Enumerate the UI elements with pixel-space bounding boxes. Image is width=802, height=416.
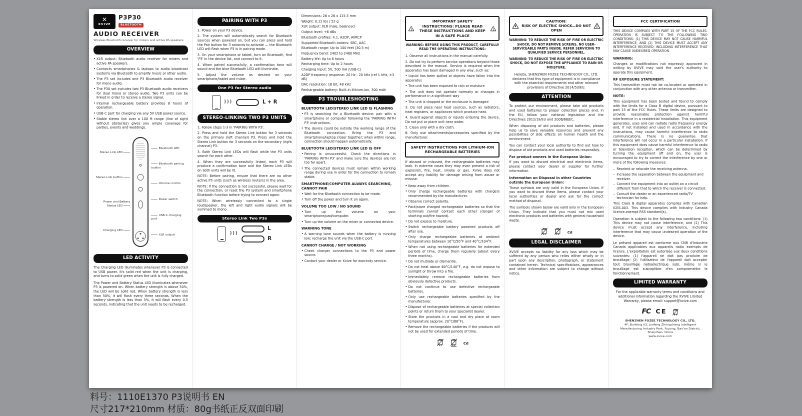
battery-safety-rule: • Observe correct polarity.	[405, 199, 499, 203]
pairing-step: 3. On your smartphone or tablet, turn on Bluetooth, find 'P3' in the device list, and connect to it.	[197, 52, 292, 62]
important-safety-header	[405, 16, 499, 41]
spec-line: Bluetooth range: Up to 100 feet (30.5 m)	[301, 46, 370, 51]
battery-safety-rule: • Store the products in a cool and dry place at room temperature (approx. 20°C/68°F).	[405, 315, 499, 324]
stereo-step: 3. Both Stereo Link LEDs will flash while the P3 units search for each other.	[197, 149, 292, 159]
battery-safety-rule: • Immediately remove rechargeable batteries from obviously defective products.	[405, 275, 499, 284]
spec-line: Bluetooth profiles: 4.1, A2DP, AVRCP	[301, 35, 362, 40]
safety-instruction: 2. Do not try to perform service operations beyond those described in the manual. Service is required when the apparatus has been damaged in any way, such as:	[405, 59, 500, 73]
device-callout: Power switch	[151, 198, 188, 202]
spec-line: Supported Bluetooth codecs: SBC, AAC	[301, 40, 366, 45]
troubleshooting-tips	[301, 192, 395, 202]
overview-bullet: • The P30 set includes two P3 Bluetooth audio receivers for dual mono or stereo audio. Two P3 units can be linked in order to receive a stereo signal.	[94, 87, 188, 100]
company-address: 4F, Building A2, Junfeng Zhongcheng Intelligent Manufacturing Industry Park, Fuyong, Bao'an District, Shenzhen, China	[620, 322, 701, 335]
spec-line: Battery life: Up to 8 hours	[301, 56, 345, 61]
device-diagram	[94, 134, 188, 250]
battery-safety-rule: • Do not expose to moisture.	[405, 219, 499, 223]
pairing-step: 2. The system will automatically search for Bluetooth sources when powered on, but you can press and hold the Pair button for 3 seconds to activate — the Bluetooth LED will flash when P3 is in pairing mode.	[197, 34, 292, 52]
weee-bin-icon	[436, 337, 444, 346]
battery-safety-rule: • Only use rechargeable batteries specified by the manufacturer.	[405, 295, 499, 304]
troubleshooting-tips	[301, 152, 395, 179]
troubleshooting-tip: • Pairing is unsuccessful. Check the directions in 'PAIRING WITH P3' and make sure the devices are not too far apart.	[301, 152, 395, 165]
panel-specs-troubleshooting	[297, 9, 401, 388]
battery-safety-rule: • Do not heat above 60°C/140°F, e.g. do not expose to sunlight or throw into a fire.	[405, 265, 499, 274]
p3-unit-icon-right	[242, 235, 265, 242]
fcc-warning-text: Changes or modifications not expressly approved in writing by XVIVE may void the user's authority to operate this equipment.	[613, 61, 708, 75]
attention-paragraph: When disposing of old products and batteries, please help us to save valuable resources and prevent any possibilities of side effects on human health and the environment.	[509, 123, 604, 141]
svg-text:!: !	[492, 27, 495, 32]
fcc-part15-statement: THIS DEVICE COMPLIES WITH PART 15 OF THE FCC RULES. OPERATION IS SUBJECT TO THE FOLLOWING TWO CONDITIONS: (1) THIS DEVICE MAY NOT CAUSE HARMFUL INTERFERENCE, AND (2) THIS DEVICE MUST ACCEPT ANY INTERFERENCE RECEIVED, INCLUDING INTERFERENCE THAT MAY CAUSE UNDESIRED OPERATION.	[613, 29, 708, 54]
troubleshooting-tip: • Turn off the power and turn it on again.	[301, 197, 395, 201]
warning-triangle-icon	[594, 23, 601, 30]
pairing-step: 4. When paired successfully, a confirmation tone will sound and the blue Bluetooth LED will illuminate.	[197, 62, 292, 72]
overview-bullet-list	[94, 57, 188, 130]
overview-bullet: • USB-C port for charging via any 5V USB power source.	[94, 111, 188, 115]
manual-sheet	[89, 9, 712, 388]
eu-disposal-heading: For product owners in the European Union:	[509, 154, 592, 159]
battery-safety-rule: • Do not continue to use defective rechargeable batteries.	[405, 285, 499, 294]
safety-instruction: • The unit has been exposed to rain or moisture	[405, 84, 485, 89]
p3-unit-icon	[236, 99, 259, 106]
battery-bin-icon	[450, 337, 458, 346]
stereo-step: 4. When they are successfully linked, each P3 will produce a confirmation tone and the Stereo Link LEDs on both units will be lit.	[197, 159, 292, 173]
smartphone-icon	[212, 95, 221, 110]
troubleshooting-tip: • Turn up the volume on the mixer or connected device.	[301, 220, 395, 224]
battery-safety-title: SAFETY INSTRUCTIONS FOR LITHIUM-ION RECHARGEABLE BATTERIES	[410, 144, 495, 155]
spec-line: A2DP frequency response: 20 Hz - 20 kHz (ref 1 kHz, ±3 dB)	[301, 72, 395, 82]
ic-statement-1: This Class B digital apparatus complies with Canadian ICES-003. This device complies with Industry Canada licence-exempt RSS standard(s).	[613, 201, 708, 215]
troubleshooting-heading: BLUETOOTH LED/STEREO LINK LED IS OFF	[301, 146, 382, 151]
safety-warning-line: WARNING: BEFORE USING THIS PRODUCT, CAREFULLY READ THE OPERATING INSTRUCTIONS:	[405, 43, 500, 52]
troubleshooting-tips	[301, 210, 395, 224]
device-callout: Volume control	[151, 182, 188, 186]
led-activity-text	[94, 266, 188, 307]
safety-instruction: • The unit does not operate normally or changes in performance in a significant way	[405, 89, 500, 99]
spec-list	[301, 14, 395, 92]
device-callouts-left	[94, 141, 131, 244]
safety-instruction: 4. Guard against objects or liquids entering the device. Do not put or place unit near water.	[405, 115, 500, 124]
caution-title: CAUTION:	[546, 19, 567, 24]
battery-safety-rule: • Pack/store charged rechargeable batteries so that the terminals cannot contact each other (danger of shorting out/fire hazard).	[405, 205, 499, 218]
caution-subtitle: RISK OF ELECTRIC SHOCK—DO NOT OPEN	[521, 24, 592, 33]
overview-bullet: • Stable stereo link over a 100 ft range (line of sight without obstacles) gives you ample coverage for parties, events and weddings.	[94, 117, 188, 130]
fcc-note-text: This equipment has been tested and found to comply with the limits for a Class B digital device, pursuant to part 15 of the FCC Rules. These limits are designed to provide reasonable protection against harmful interference in a residential installation. This equipment generates, uses and can radiate radio frequency energy and, if not installed and used in accordance with the instructions, may cause harmful interference to radio communications. There is no guarantee that interference will not occur in a particular installation. If this equipment does cause harmful interference to radio or television reception, which can be determined by turning the equipment off and on, the user is encouraged to try to correct the interference by one or more of the following measures:	[613, 99, 708, 165]
troubleshooting-tip: • Check charger connections to the P3 and power source.	[301, 249, 395, 258]
warning-triangle-icon	[408, 25, 415, 32]
important-safety-title: IMPORTANT SAFETY INSTRUCTIONS: PLEASE READ THESE INSTRUCTIONS AND KEEP IN A SAFE PLACE	[419, 19, 486, 38]
troubleshooting-tips	[301, 232, 395, 241]
safety-instruction: • Liquid has been spilled or objects have fallen into the apparatus	[405, 74, 500, 83]
rf-exposure-heading: RF EXPOSURE STATEMENT:	[613, 77, 665, 82]
panel-fcc	[609, 9, 712, 388]
bluetooth-wave-icon	[224, 100, 232, 106]
attention-paragraph: You can contact your local authority to find out how to dispose of old products and used batteries responsibly.	[509, 143, 604, 152]
safety-instruction-list	[405, 54, 499, 140]
bluetooth-led-dot	[139, 164, 142, 167]
right-channel-label: R	[267, 236, 272, 242]
troubleshooting-tip: • The device could be outside the working range of the Bluetooth connection. Bring the P3 and smartphone/laptop closer together; when within range, connection should happen automatically.	[301, 127, 395, 144]
troubleshooting-tip: • Turn up the volume on your smartphone/pad/computer.	[301, 210, 395, 219]
spec-line: Rechargeable battery: Built-in lithium-ion, 300 mAh	[301, 87, 387, 92]
weee-bin-icon	[672, 307, 679, 316]
pairing-button-icon	[137, 174, 144, 181]
troubleshooting-heading: BLUETOOTH LED/STEREO LINK LED IS FLASHING	[301, 106, 393, 111]
fcc-remedy: – Reorient or relocate the receiving antenna.	[613, 167, 707, 171]
battery-safety-rule: • When not using rechargeable batteries for extended periods of time, charge them regularly (about every three months).	[405, 245, 499, 258]
device-callouts-right	[151, 141, 188, 244]
overview-bullet: • Connects smartphones & laptops to audio broadcast systems via Bluetooth to amplify music or other audio.	[94, 67, 188, 76]
pairing-step: 1. Power on your P3 device.	[197, 28, 244, 33]
attention-paragraphs	[509, 104, 603, 152]
panel-overview	[89, 9, 193, 388]
fcc-header	[613, 16, 707, 27]
spec-line: XLR output: XLR male, balanced	[301, 24, 355, 29]
recycling-icons	[405, 337, 499, 346]
device-callout: Stereo Link button	[94, 176, 131, 180]
battery-safety-rule: • Keep away from children.	[405, 184, 499, 188]
troubleshooting-tips	[301, 112, 395, 144]
troubleshooting-heading: SMARTPHONE/COMPUTER ALWAYS SEARCHING, CANNOT PAIR	[301, 181, 392, 191]
smartphone-icon	[218, 226, 227, 241]
section-header-pairing: PAIRING WITH P3	[197, 17, 291, 26]
battery-safety-list	[405, 184, 499, 334]
device-callout: Charging LED	[94, 229, 131, 233]
overview-bullet: • Internal rechargeable battery provides 8 hours of operation.	[94, 101, 188, 110]
section-header-led-activity: LED ACTIVITY	[94, 254, 188, 263]
fcc-title: FCC CERTIFICATION	[640, 19, 680, 24]
safety-instruction: 6. Only use attachments/accessories specified by the manufacturer.	[405, 131, 500, 140]
safety-instruction: 1. Observe all instructions in the manual carefully.	[405, 54, 489, 59]
bluetooth-badge: BLUETOOTH	[120, 23, 142, 27]
spec-line: Weight: 0.12 lbs / 52 g	[301, 19, 339, 24]
product-name: AUDIO RECEIVER	[93, 30, 160, 38]
svg-text:!: !	[596, 24, 598, 29]
fcc-remedy: – Increase the separation between the equipment and receiver.	[613, 172, 707, 181]
pairing-steps	[197, 28, 291, 81]
brand-model-block	[119, 14, 144, 28]
fcc-remedy: – Consult the dealer or an experienced radio/TV technician for help.	[613, 192, 707, 201]
attention-paragraph: To protect our environment, please take old products and used batteries to proper collection places and, in the EU, follow your national legislation and the Directives 2012/19/EU and 2006/66/EC.	[509, 104, 604, 122]
section-header-one-p3: One P3 for Stereo audio	[197, 84, 291, 92]
device-callout: Bluetooth pairing button	[151, 163, 188, 171]
fcc-note-heading: NOTE:	[613, 94, 625, 99]
troubleshooting-tip: • Contact your dealer or Xvive for warranty service.	[301, 259, 395, 263]
warranty-text: For the applicable warranty terms and conditions and additional information regarding the XVIVE Limited Warranty, please email: support@xvive.com	[616, 290, 705, 303]
device-callout: Bluetooth LED	[151, 147, 188, 151]
section-header-attention: ATTENTION	[509, 93, 603, 102]
symbols-note: The symbols shown below are valid only in the European Union. They indicate that you must not mix used electronic products and batteries with general household waste.	[509, 205, 604, 223]
fcc-warning-heading: WARNING:	[613, 56, 634, 61]
section-header-warranty: LIMITED WARRANTY	[613, 279, 707, 288]
legal-disclaimer-text: XVIVE accepts no liability for any loss which may be suffered by any person who relies either wholly or in part upon any description, photograph, or statement contained herein. Technical specifications, appearances and other information are subject to change without notice.	[509, 249, 604, 276]
company-block	[613, 319, 707, 339]
grille-texture	[136, 142, 145, 160]
spec-line: Output level: +6 dBu	[301, 30, 337, 35]
overview-bullet: • XLR output: Bluetooth audio receiver for mixers and active PA speakers.	[94, 57, 188, 66]
stereo-units-stack	[242, 225, 272, 242]
fcc-remedy: – Connect the equipment into an outlet on a circuit different from that to which the receiver is connected.	[613, 182, 707, 191]
safety-instruction: • The unit is dropped or the enclosure is damaged	[405, 99, 489, 104]
spec-line: Recharging time: Up to 2 hours	[301, 62, 353, 67]
device-callout: USB-C charging port	[151, 214, 188, 222]
product-tagline: Wireless Bluetooth receiver for mixers and active PA speakers	[93, 38, 184, 42]
battery-safety-rule: • Remove the rechargeable batteries if the products will not be used for extended periods of time.	[405, 325, 499, 334]
note-paragraph: NOTE: When wirelessly connected to a single loudspeaker, the left and right audio signals will be summed to mono.	[197, 198, 292, 212]
eu-declaration: Hereby, SHENZHEN FOZEE TECHNOLOGY CO., LTD. declares that this type of equipment is in compliance with the essential requirements and other relevant provisions of Directive 2014/53/EU.	[512, 72, 601, 90]
stereo-two-figure	[197, 225, 291, 242]
company-name: SHENZHEN FOZEE TECHNOLOGY CO., LTD.	[625, 318, 696, 323]
p3-device-illustration	[133, 137, 149, 247]
spec-line: Dimensions: 26 x 26 x 115.5 mm	[301, 14, 357, 18]
troubleshooting-heading: CANNOT CHARGE / NOT WORKING	[301, 243, 366, 248]
caution-title-block	[521, 19, 591, 33]
weee-bin-icon	[540, 226, 548, 235]
safety-instruction: 3. Do not place near heat sources, such as radiators, heat registers, or appliances which produce heat.	[405, 105, 500, 114]
panel-pairing	[193, 9, 297, 388]
safety-instruction: 5. Clean only with a dry cloth.	[405, 125, 455, 130]
troubleshooting-heading: WARNING TONE	[301, 226, 332, 231]
stereo-step: 2. Press and hold the Stereo Link button for 3 seconds on the primary (left channel) P3. Press and hold the Stereo Link button for 3 seconds on the secondary (right channel) P3.	[197, 131, 292, 149]
troubleshooting-tip: • The connected devices must remain within working range during use in order for the connection to remain stable.	[301, 166, 395, 179]
stereo-linking-notes	[197, 174, 291, 212]
device-callout: Stereo Link LED	[94, 151, 131, 155]
note-paragraph: NOTE: If the connection is not successful, please wait for the connection, or reset the P3 system and smartphone Bluetooth function before trying to connect again.	[197, 184, 292, 198]
led-activity-paragraph: The Power and Battery Status LED illuminates whenever P3 is powered on. When battery strength is above 50%, the LED will be solid red. When battery strength is less than 50%, it will flash every three seconds. When the battery strength is less than 5%, it will flash every 0.5 seconds, indicating that the unit needs to be recharged.	[93, 280, 188, 307]
battery-safety-intro: If abused or misused, the rechargeable batteries may leak. In extreme cases they may even present a risk of explosion, fire, heat, smoke or gas. Xvive does not accept any liability for damage arising from abuse or misuse.	[405, 159, 500, 182]
battery-bin-icon	[554, 226, 562, 235]
certification-marks	[613, 307, 707, 316]
svg-text:!: !	[410, 27, 413, 32]
lr-label: L + R	[262, 99, 278, 106]
power-switch-icon	[139, 201, 143, 209]
one-p3-figure	[197, 95, 291, 110]
battery-safety-rule: • Switch rechargeable battery powered products off after use.	[405, 225, 499, 234]
ic-statement-2: Operation is subject to the following two conditions: (1) This device may not cause interference, and (2) This device must accept any interference, including interference that may cause undesired operation of the device.	[613, 216, 708, 239]
troubleshooting-tips	[301, 249, 395, 263]
xvive-logo	[94, 14, 116, 29]
stereo-linking-steps	[197, 125, 291, 172]
caution-warning-2: WARNING: TO REDUCE THE RISK OF FIRE OR ELECTRIC SHOCK, DO NOT EXPOSE THE APPLIANCE TO RAIN OR MOISTURE.	[509, 57, 604, 70]
brand-block	[94, 14, 188, 29]
panel-safety	[401, 9, 505, 388]
caution-warning-1: WARNING: TO REDUCE THE RISK OF FIRE OR ELECTRIC SHOCK, DO NOT REMOVE SCREWS. NO USER-SERVICEABLE PARTS INSIDE. REFER SERVICING TO QUALIFIED SERVICE PERSONNEL.	[509, 38, 604, 55]
non-eu-disposal-text: These symbols are only valid in the European Union. If you want to discard these items, please contact your local authorities or dealer and ask for the correct method of disposal.	[509, 185, 604, 203]
cadmium-label: Cd	[463, 341, 469, 346]
p3-unit-icon-left	[242, 225, 265, 232]
battery-safety-rule: • Do not mutilate or dismantle.	[405, 259, 499, 263]
battery-safety-rule: • Dispose of rechargeable batteries at special collection points or return them to your specialist dealer.	[405, 305, 499, 314]
section-header-overview: OVERVIEW	[94, 46, 188, 55]
device-callout: XLR output	[151, 233, 188, 237]
logo-text: XVIVE	[98, 22, 111, 27]
eu-disposal-text: If you want to discard electrical and electronic items, please contact your dealer or supplier for further information.	[509, 160, 604, 173]
pairing-step: 5. Adjust the volume as desired on your smartphone/tablet and mixer.	[197, 72, 292, 82]
fcc-remedy-list	[613, 167, 707, 200]
company-website: www.xvive.com	[648, 334, 672, 339]
stereo-step: 1. Follow steps 1-3 in 'PAIRING WITH P3'.	[197, 125, 265, 130]
troubleshooting-heading: VOLUME TOO LOW / NO SOUND	[301, 204, 361, 209]
battery-safety-rule: • Only charge rechargeable batteries at ambient temperatures between 10°C/50°F and 40°C/104°F.	[405, 235, 499, 244]
caution-header	[509, 16, 603, 36]
rf-exposure-text: This transmitter must not be co-located or operated in conjunction with any other antenna or transmitter.	[613, 82, 708, 92]
note-paragraph: NOTE: Before pairing, ensure that there are no other active P3 units (such as wireless routers) in the area.	[197, 174, 292, 183]
print-spec-line-1: 料号：1110E1370 P3说明书 EN	[90, 393, 225, 403]
spec-line: Charging input: 5V, 500 mA (USB-C)	[301, 67, 362, 72]
battery-safety-rule: • Only charge rechargeable batteries with chargers recommended by the manufacturer.	[405, 189, 499, 198]
ic-statement-french: Le présent appareil est conforme aux CNR d'Industrie Canada applicables aux appareils radio exempts de licence. L'exploitation est autorisée aux deux conditions suivantes: (1) l'appareil ne doit pas produire de brouillage; (2) l'utilisateur de l'appareil doit accepter tout brouillage radioélectrique subi, même si le brouillage est susceptible d'en compromettre le fonctionnement.	[613, 240, 708, 276]
electric-shock-triangle-icon	[512, 23, 519, 30]
ce-mark-icon: CE	[655, 307, 667, 316]
section-header-stereo-two: Stereo Link Two P3s	[197, 215, 291, 223]
print-spec-line-2: 尺寸217*210mm 材质：80g书纸正反双面印刷	[90, 405, 284, 415]
fcc-mark-icon: FC	[641, 307, 651, 316]
bluetooth-wave-icon	[230, 231, 238, 237]
section-header-troubleshooting: P3 TROUBLESHOOTING	[301, 95, 395, 104]
spec-line: DAC resolution: 16 bit, 48 kHz	[301, 82, 351, 87]
overview-bullet: • The P3 set includes one P3 Bluetooth audio receiver for mono audio.	[94, 77, 188, 86]
disposal-symbols	[509, 226, 603, 235]
section-header-stereo-linking: STEREO-LINKING TWO P3 UNITS	[197, 114, 291, 123]
left-channel-label: L	[267, 226, 271, 232]
device-callout: Power and Battery Status LED	[94, 201, 131, 209]
panel-caution	[505, 9, 609, 388]
model-number: P3P30	[118, 14, 142, 21]
troubleshooting-tip: • P3 is searching for a Bluetooth device: pair with a smartphone or computer following the 'PAIRING WITH P3' instructions.	[301, 112, 395, 125]
non-eu-disposal-heading: Information on Disposal in other Countries outside the European Union:	[509, 175, 592, 185]
xlr-connector-icon	[135, 231, 146, 242]
cadmium-label: Cd	[567, 230, 573, 235]
spec-line: Frequency band: 2402 to 2480 MHz	[301, 51, 361, 56]
section-header-legal: LEGAL DISCLAIMER	[509, 238, 603, 247]
battery-safety-header	[405, 142, 499, 158]
led-activity-paragraph: The Charging LED illuminates whenever P3 is connected to USB power. It's solid red when the unit is charging, and turns to solid green when the unit is fully charged.	[93, 265, 188, 279]
troubleshooting-tip: • Wait for the Bluetooth connection to be made.	[301, 192, 395, 196]
warning-triangle-icon	[490, 25, 497, 32]
troubleshooting-tip: • A warning tone sounds when the battery is running low; recharge the unit via the USB-C port.	[301, 232, 395, 241]
stereo-link-button-icon	[138, 187, 143, 192]
